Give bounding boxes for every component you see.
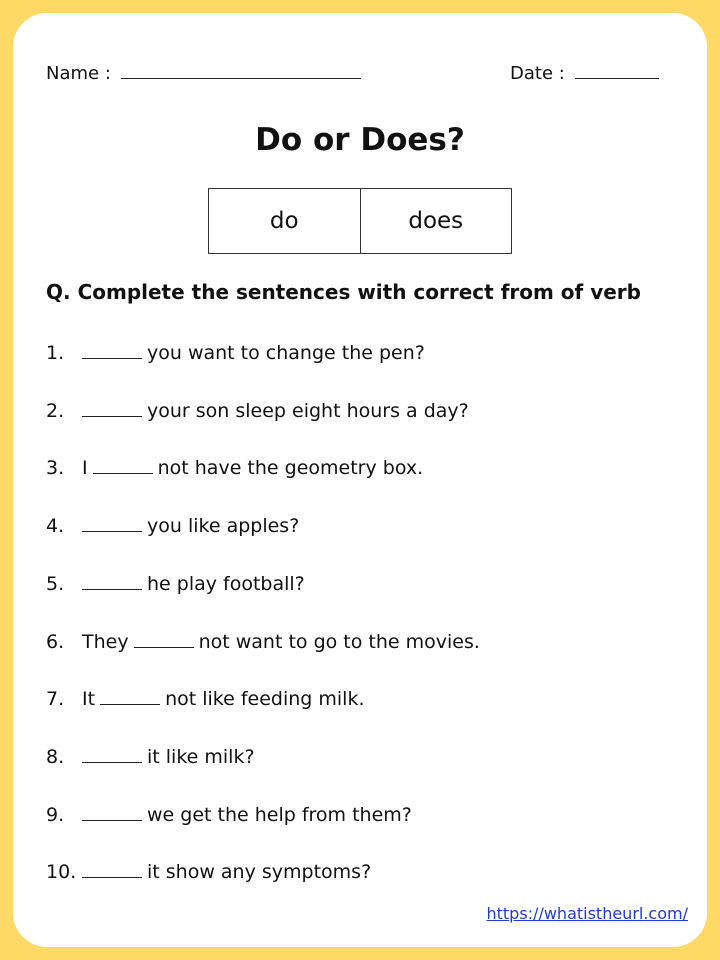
sentence-number: 6. — [46, 630, 65, 653]
page-title: Do or Does? — [255, 122, 465, 158]
sentence-item — [46, 744, 255, 768]
name-label: Name : — [46, 63, 111, 84]
answer-blank — [82, 571, 142, 590]
answer-blank — [82, 398, 142, 417]
sentence-number: 2. — [46, 399, 65, 422]
sentence-text: you want to change the pen? — [147, 342, 425, 364]
sentence-number: 1. — [46, 342, 65, 364]
sentence-prefix: They — [82, 630, 129, 653]
answer-blank — [100, 686, 160, 705]
answer-blank — [134, 629, 194, 648]
question-instruction: Q. Complete the sentences with correct from of verb — [46, 280, 641, 304]
sentence-number: 8. — [46, 745, 65, 768]
sentence-text: your son sleep eight hours a day? — [147, 399, 469, 422]
date-blank — [575, 78, 659, 79]
sentence-item — [46, 859, 371, 883]
sentence-text: he play football? — [147, 572, 305, 595]
word-does: does — [360, 189, 512, 254]
name-blank — [121, 78, 361, 79]
sentence-item — [46, 398, 469, 422]
word-do: do — [209, 189, 361, 254]
sentence-number: 7. — [46, 688, 65, 711]
sentence-text: not have the geometry box. — [157, 457, 424, 480]
answer-blank — [82, 340, 142, 359]
sentence-item — [46, 513, 299, 537]
sentence-number: 9. — [46, 803, 65, 826]
sentence-item — [46, 455, 423, 479]
sentence-number: 3. — [46, 457, 65, 480]
sentence-item — [46, 340, 425, 364]
sentence-text: not want to go to the movies. — [198, 630, 480, 653]
sentence-text: not like feeding milk. — [165, 688, 365, 711]
sentence-prefix: It — [82, 688, 96, 711]
sentence-item — [46, 686, 365, 710]
date-field — [510, 63, 659, 84]
sentence-text: we get the help from them? — [147, 803, 412, 826]
date-label: Date : — [510, 63, 565, 84]
sentence-item — [46, 629, 480, 653]
answer-blank — [82, 802, 142, 821]
word-box — [208, 188, 512, 254]
answer-blank — [82, 744, 142, 763]
sentence-number: 4. — [46, 515, 65, 538]
answer-blank — [82, 859, 142, 878]
sentence-text: it like milk? — [147, 745, 255, 768]
sentence-number: 5. — [46, 572, 65, 595]
source-link[interactable]: https://whatistheurl.com/ — [486, 904, 688, 923]
answer-blank — [82, 513, 142, 532]
sentence-text: you like apples? — [147, 515, 300, 538]
sentence-number: 10. — [46, 861, 77, 884]
sentence-text: it show any symptoms? — [147, 861, 372, 884]
name-field — [46, 63, 361, 84]
answer-blank — [93, 455, 153, 474]
sentence-prefix: I — [82, 457, 88, 480]
sentence-item — [46, 802, 412, 826]
sentence-item — [46, 571, 305, 595]
